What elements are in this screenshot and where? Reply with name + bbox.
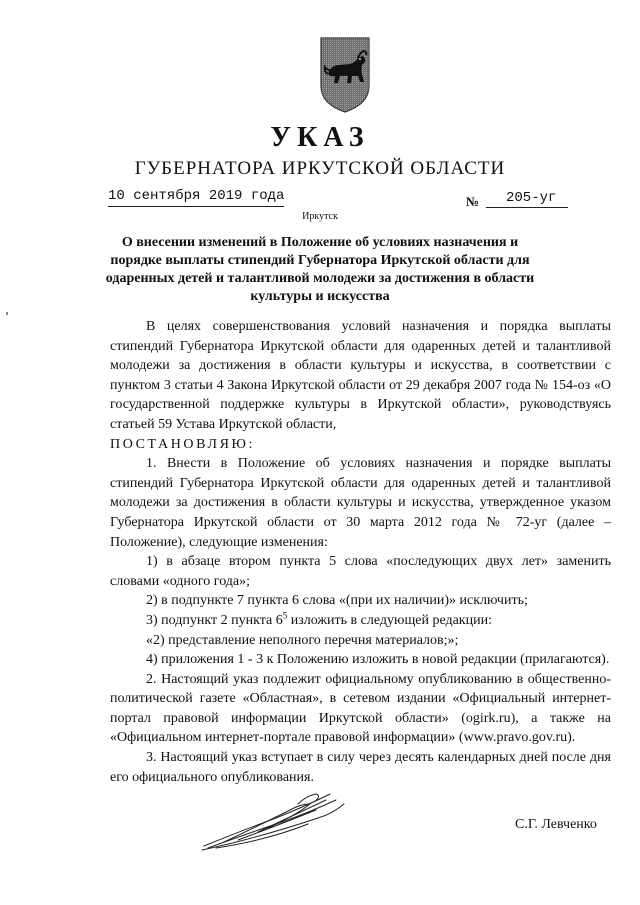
signer-name: С.Г. Левченко [515, 817, 597, 832]
item-2-paragraph: 2. Настоящий указ подлежит официальному опубликованию в общественно-политической газете «Областная», в сетевом издании «Официальный интернет-портал правовой информации Иркутской области» (ogirk.ru), а также на «Официальном интернет-портале правовой информации» (www.pravo.gov.ru). [110, 671, 611, 746]
margin-mark [6, 312, 8, 315]
document-body [110, 317, 611, 787]
subitem-3-superscript: 5 [282, 610, 288, 621]
decree-issuer: ГУБЕРНАТОРА ИРКУТСКОЙ ОБЛАСТИ [134, 158, 506, 179]
handwritten-signature [198, 788, 348, 854]
decree-city: Иркутск [302, 211, 338, 222]
document-title: О внесении изменений в Положение об условиях назначения и порядке выплаты стипендий Губернатора Иркутской области для одаренных детей и талантливой молодежи за достижения в области культуры и искусства [105, 235, 535, 304]
subitem-3-text-a: 3) подпункт 2 пункта 6 [146, 612, 283, 628]
subitem-3-text-b: изложить в следующей редакции: [287, 612, 492, 628]
preamble-paragraph: В целях совершенствования условий назначения и порядка выплаты стипендий Губернатора Иркутской области для одаренных детей и талантливой молодежи за достижения в области культуры и искусства, в соответствии с пунктом 3 статьи 4 Закона Иркутской области от 29 декабря 2007 года № 154-оз «О государственной поддержке культуры в Иркутской области», руководствуясь статьей 59 Устава Иркутской области, [110, 319, 611, 432]
subitem-3-quote-paragraph: «2) представление неполного перечня материалов;»; [146, 632, 459, 648]
date-underline [108, 206, 284, 207]
decree-title: УКАЗ [270, 122, 370, 153]
item-1-paragraph: 1. Внести в Положение об условиях назначения и порядке выплаты стипендий Губернатора Иркутской области для одаренных детей и талантливой молодежи за достижения в области культуры и искусства, утвержденное указом Губернатора Иркутской области от 30 марта 2012 года № 72-уг (далее – Положение), следующие изменения: [110, 456, 611, 550]
item-3-paragraph: 3. Настоящий указ вступает в силу через десять календарных дней после дня его официального опубликования. [110, 750, 611, 785]
postanovlyayu-heading: ПОСТАНОВЛЯЮ: [110, 436, 256, 452]
irkutsk-coat-of-arms-icon [318, 36, 372, 114]
decree-number: 205-уг [506, 190, 557, 206]
number-sign: № [466, 194, 480, 209]
subitem-4-paragraph: 4) приложения 1 - 3 к Положению изложить в новой редакции (прилагаются). [146, 652, 610, 668]
subitem-1-paragraph: 1) в абзаце втором пункта 5 слова «последующих двух лет» заменить словами «одного года»; [110, 554, 611, 589]
subitem-3-paragraph [110, 611, 611, 631]
subitem-2-paragraph: 2) в подпункте 7 пункта 6 слова «(при их наличии)» исключить; [146, 593, 528, 609]
decree-date: 10 сентября 2019 года [108, 188, 285, 204]
number-underline [486, 207, 568, 208]
